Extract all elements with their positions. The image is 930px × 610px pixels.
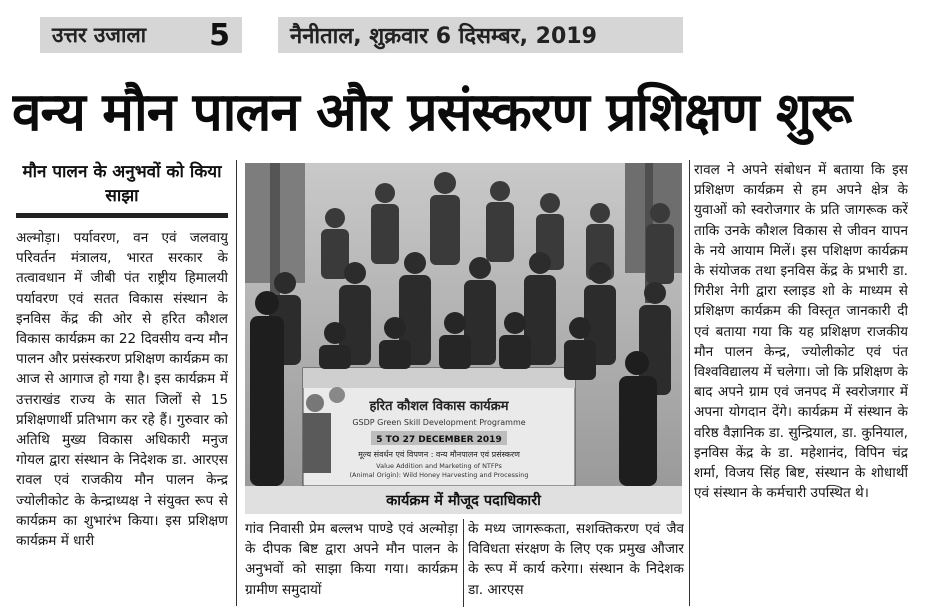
- column-divider: [236, 160, 237, 606]
- page-number: 5: [209, 17, 230, 53]
- article-column-1: अल्मोड़ा। पर्यावरण, वन एवं जलवायु परिवर्तन मंत्रालय, भारत सरकार के तत्वावधान में जीबी पंत राष्ट्रीय हिमालयी पर्यावरण एवं सतत विकास संस्थान के इनविस केंद्र की ओर से हरित कौशल विकास कार्यक्रम का 22 दिवसीय वन्य मौन पालन और प्रसंस्करण प्रशिक्षण कार्यक्रम का आज से आगाज हो गया है। इस कार्यक्रम में उत्तराखंड राज्य के सात जिलों से 15 प्रशिक्षणार्थी प्रतिभाग कर रहे हैं। गुरुवार को अतिथि मुख्य विकास अधिकारी मनुज गोयल द्वारा संस्थान के निदेशक डा. आरएस रावल एवं राजकीय मौन पालन केन्द्र ज्योलीकोट के केन्द्राध्यक्ष ने संयुक्त रूप से कार्यक्रम का शुभारंभ किया। इस प्रशिक्षण कार्यक्रम में धारी: [16, 230, 228, 550]
- column-divider: [463, 519, 464, 607]
- column-divider: [689, 160, 690, 606]
- article-column-3: के मध्य जागरूकता, सशक्तिकरण एवं जैव विविधता संरक्षण के लिए एक प्रमुख औजार के रूप में कार्य करेगा। संस्थान के निदेशक डा. आरएस: [468, 521, 684, 598]
- subheadline: मौन पालन के अनुभवों को किया साझा: [16, 156, 228, 218]
- banner-english: Value Addition and Marketing of NTFPs: [376, 462, 502, 470]
- photo-caption: कार्यक्रम में मौजूद पदाधिकारी: [245, 486, 682, 514]
- banner-english-2: (Animal Origin): Wild Honey Harvesting and Processing: [349, 471, 529, 479]
- masthead-left: [40, 17, 242, 53]
- article-column-2: गांव निवासी प्रेम बल्लभ पाण्डे एवं अल्मोड़ा के दीपक बिष्ट द्वारा अपने मौन पालन के अनुभवों को साझा किया गया। कार्यक्रम ग्रामीण समुदायों: [245, 521, 458, 598]
- group-photo-illustration: [245, 163, 682, 486]
- banner-title: हरित कौशल विकास कार्यक्रम: [369, 399, 509, 414]
- banner-dates: 5 TO 27 DECEMBER 2019: [376, 435, 502, 445]
- banner-course: मूल्य संवर्धन एवं विपणन : वन्य मौनपालन एवं प्रसंस्करण: [358, 450, 520, 459]
- group-photo: [245, 163, 682, 486]
- headline: वन्य मौन पालन और प्रसंस्करण प्रशिक्षण शुरू: [12, 82, 852, 143]
- article-column-4: रावल ने अपने संबोधन में बताया कि इस प्रशिक्षण कार्यक्रम से हम अपने क्षेत्र के युवाओं को स्वरोजगार के प्रति जागरूक करें ताकि उनके कौशल विकास से जीवन यापन के नये आयाम मिलें। इस पशिक्षण कार्यक्रम के संयोजक तथा इनविस केंद्र के प्रभारी डा. गिरीश नेगी द्वारा स्लाइड शो के माध्यम से प्रशिक्षण कार्यक्रम की विस्तृत जानकारी दी एवं बताया गया कि यह प्रशिक्षण राजकीय मौन पालन केन्द्र, ज्योलीकोट एवं पंत विश्वविद्यालय में चलेगा। जो कि प्रशिक्षण के बाद अपने ग्राम एवं जनपद में स्वरोजगार में अपना योगदान देंगे। कार्यक्रम में संस्थान के वरिष्ठ वैज्ञानिक डा. सुन्द्रियाल, डा. कुनियाल, इनविस केंद्र के डा. महेशानंद, विपिन चंद्र शर्मा, विजय सिंह बिष्ट, संस्थान के शोधार्थी एवं संस्थान के कर्मचारी उपस्थित थे।: [694, 162, 908, 502]
- dateline: नैनीताल, शुक्रवार 6 दिसम्बर, 2019: [278, 17, 683, 53]
- newspaper-name: उत्तर उजाला: [52, 23, 147, 47]
- banner-subtitle: GSDP Green Skill Development Programme: [352, 418, 526, 427]
